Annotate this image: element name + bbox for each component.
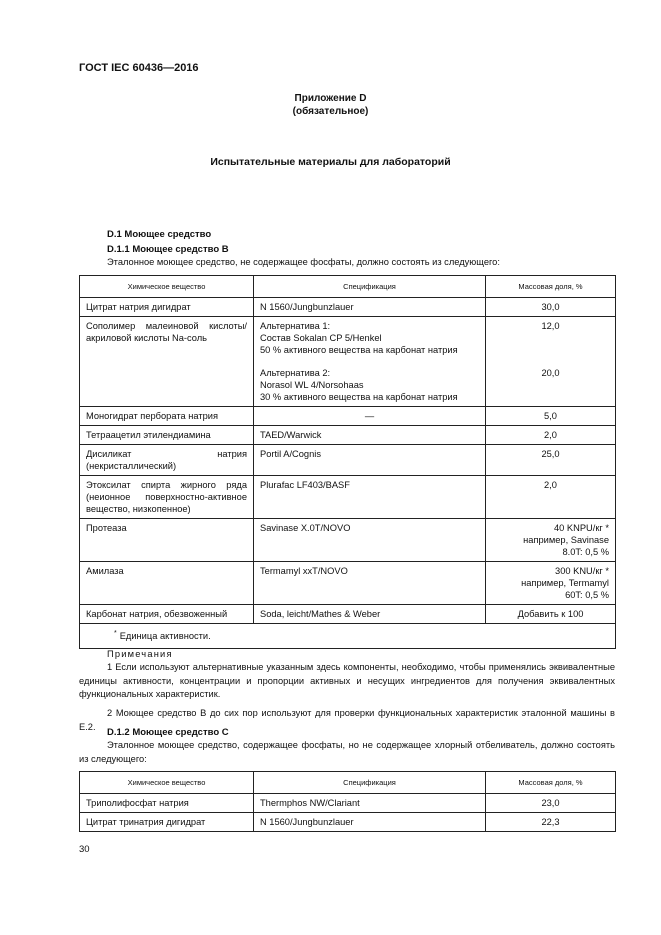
specification-cell: N 1560/Jungbunzlauer — [254, 298, 486, 317]
mass-example: например, Termamyl — [521, 578, 609, 588]
note-2: 2 Моющее средство В до сих пор используют для проверки функциональных характеристик эталонной машины в Е.2. — [79, 708, 615, 732]
table-row — [80, 317, 616, 407]
chemical-cell: Тетраацетил этилендиамина — [80, 426, 254, 445]
column-header-mass-fraction: Массовая доля, % — [486, 276, 616, 298]
alternative-2-note: 30 % активного вещества на карбонат натрия — [260, 392, 458, 402]
document-title: Испытательные материалы для лабораторий — [210, 156, 451, 168]
mass-fraction-cell: 2,0 — [486, 426, 616, 445]
specification-cell — [254, 317, 486, 407]
table-row — [80, 407, 616, 426]
chemical-cell: Карбонат натрия, обезвоженный — [80, 605, 254, 624]
mass-fraction-cell: 5,0 — [486, 407, 616, 426]
mass-fraction-cell — [486, 519, 616, 562]
mass-fraction-cell — [486, 317, 616, 407]
alternative-2-product: Norasol WL 4/Norsohaas — [260, 380, 364, 390]
column-header-chemical: Химическое вещество — [80, 276, 254, 298]
column-header-mass-fraction: Массовая доля, % — [486, 772, 616, 794]
specification-cell: TAED/Warwick — [254, 426, 486, 445]
table-footnote-row — [80, 624, 616, 649]
chemical-cell: Сополимер малеиновой кислоты/ акриловой кислоты Na-соль — [80, 317, 254, 407]
mass-fraction-cell: 2,0 — [486, 476, 616, 519]
mass-fraction-cell: 25,0 — [486, 445, 616, 476]
table-row — [80, 519, 616, 562]
table-row — [80, 298, 616, 317]
mass-example-fraction: 60T: 0,5 % — [565, 590, 609, 600]
notes-title: Примечания — [107, 649, 173, 659]
specification-cell: — — [254, 407, 486, 426]
footnote-text: Единица активности. — [119, 631, 211, 642]
table-header-row — [80, 772, 616, 794]
column-header-specification: Спецификация — [254, 276, 486, 298]
annex-heading — [0, 92, 661, 118]
specification-cell: Plurafac LF403/BASF — [254, 476, 486, 519]
column-header-specification: Спецификация — [254, 772, 486, 794]
footnote-mark: * — [114, 630, 117, 637]
table-row — [80, 476, 616, 519]
annex-subtitle: (обязательное) — [292, 106, 369, 117]
specification-cell: Thermphos NW/Clariant — [254, 794, 486, 813]
alternative-1-product: Состав Sokalan CP 5/Henkel — [260, 333, 382, 343]
table-footnote — [80, 624, 616, 649]
mass-alternative-2: 20,0 — [541, 368, 560, 378]
intro-detergent-b: Эталонное моющее средство, не содержащее фосфаты, должно состоять из следующего: — [107, 257, 500, 267]
chemical-cell: Моногидрат пербората натрия — [80, 407, 254, 426]
mass-example-fraction: 8.0T: 0,5 % — [562, 547, 609, 557]
alternative-2-label: Альтернатива 2: — [260, 368, 331, 378]
specification-cell: Portil A/Cognis — [254, 445, 486, 476]
mass-fraction-cell: 30,0 — [486, 298, 616, 317]
table-header-row — [80, 276, 616, 298]
mass-fraction-cell — [486, 562, 616, 605]
detergent-b-table — [79, 275, 616, 649]
specification-cell: Termamyl xxT/NOVO — [254, 562, 486, 605]
table-row — [80, 562, 616, 605]
column-header-chemical: Химическое вещество — [80, 772, 254, 794]
mass-alternative-1: 12,0 — [541, 321, 560, 331]
chemical-cell: Цитрат натрия дигидрат — [80, 298, 254, 317]
page-number: 30 — [79, 844, 90, 855]
table-row — [80, 813, 616, 832]
annex-title: Приложение D — [294, 93, 367, 104]
mass-fraction-cell: Добавить к 100 — [486, 605, 616, 624]
specification-cell: Savinase X.0T/NOVO — [254, 519, 486, 562]
mass-activity: 40 KNPU/кг * — [554, 523, 609, 533]
table-row — [80, 605, 616, 624]
table-row — [80, 426, 616, 445]
chemical-cell: Протеаза — [80, 519, 254, 562]
chemical-cell: Амилаза — [80, 562, 254, 605]
specification-cell: N 1560/Jungbunzlauer — [254, 813, 486, 832]
intro-detergent-c: Эталонное моющее средство, содержащее фосфаты, но не содержащее хлорный отбеливатель, должно состоять из следующего: — [79, 740, 615, 764]
mass-fraction-cell: 22,3 — [486, 813, 616, 832]
mass-fraction-cell: 23,0 — [486, 794, 616, 813]
specification-cell: Soda, leicht/Mathes & Weber — [254, 605, 486, 624]
alternative-1-label: Альтернатива 1: — [260, 321, 331, 331]
chemical-cell: Триполифосфат натрия — [80, 794, 254, 813]
alternative-1-note: 50 % активного вещества на карбонат натрия — [260, 345, 458, 355]
table-row — [80, 794, 616, 813]
section-d11-heading: D.1.1 Моющее средство В — [107, 244, 229, 255]
section-d1-heading: D.1 Моющее средство — [107, 229, 212, 240]
chemical-cell: Цитрат тринатрия дигидрат — [80, 813, 254, 832]
note-1: 1 Если используют альтернативные указанным здесь компоненты, необходимо, чтобы применялись эквивалентные единицы активности, концентрации и пропорции активных и несущих ингредиентов для получения эквивалентных функциональных характеристик. — [79, 662, 615, 699]
detergent-c-table — [79, 771, 616, 832]
table-row — [80, 445, 616, 476]
section-d12-heading: D.1.2 Моющее средство С — [107, 727, 229, 738]
mass-activity: 300 KNU/кг * — [555, 566, 609, 576]
chemical-cell: Дисиликат натрия (некристаллический) — [80, 445, 254, 476]
chemical-cell: Этоксилат спирта жирного ряда (неионное поверхностно-активное вещество, низкопенное) — [80, 476, 254, 519]
standard-header: ГОСТ IEC 60436—2016 — [79, 62, 199, 74]
mass-example: например, Savinase — [523, 535, 609, 545]
